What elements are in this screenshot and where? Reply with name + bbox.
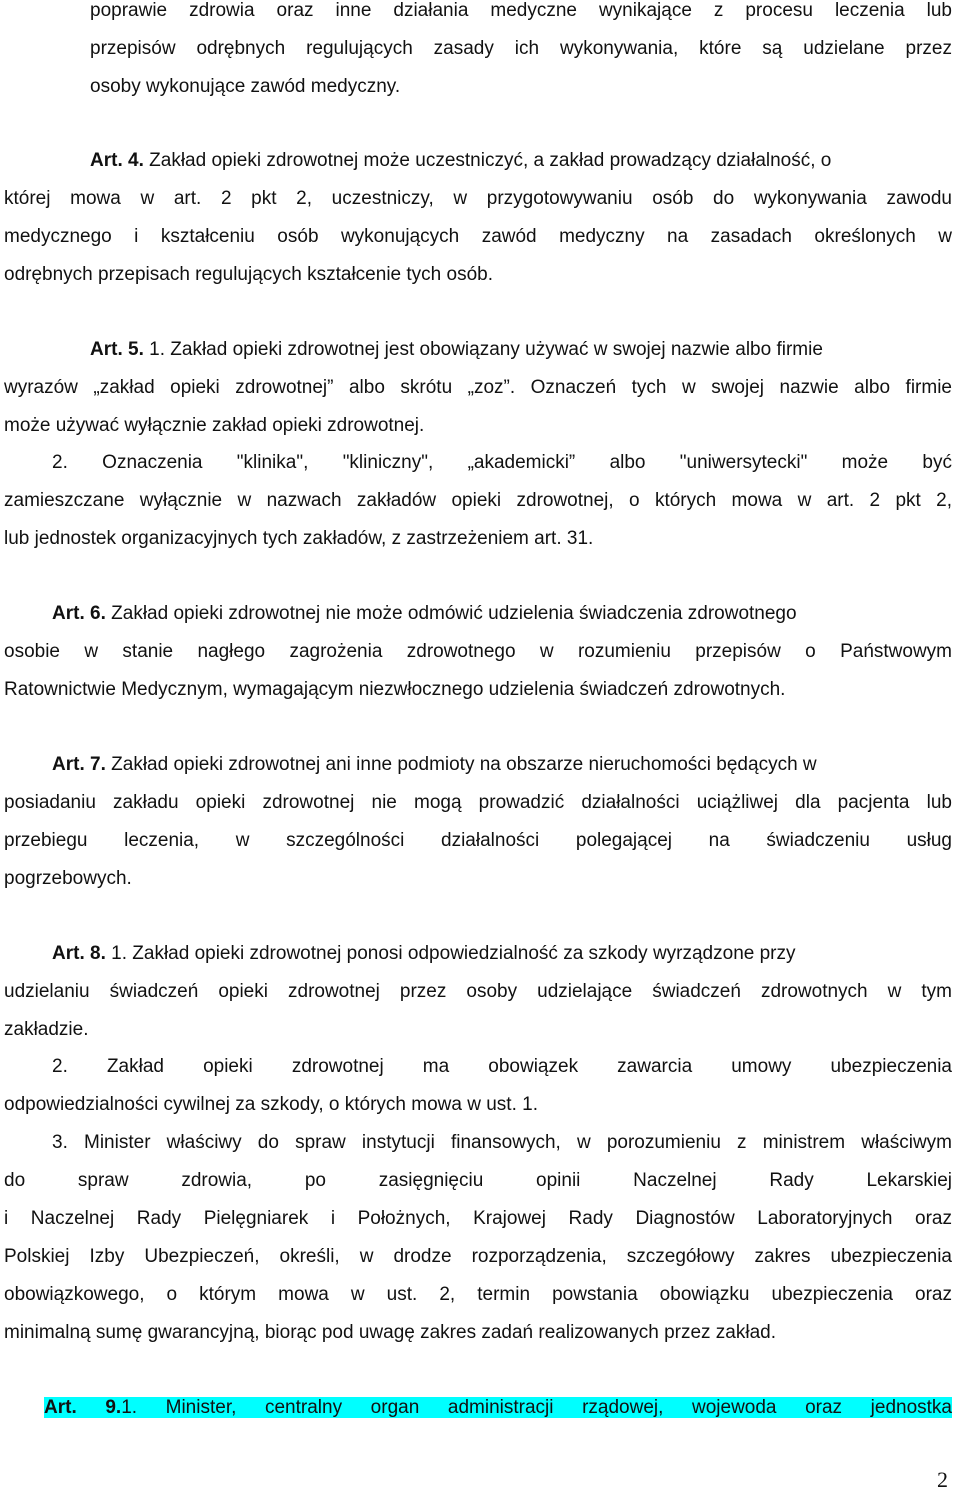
article-9-first-line (44, 1397, 952, 1419)
text-line: odpowiedzialności cywilnej za szkody, o których mowa w ust. 1. (4, 1094, 538, 1115)
article-7-first-line (52, 754, 952, 776)
text-line: medycznego i kształceniu osób wykonujących zawód medyczny na zasadach określonych w (4, 226, 952, 247)
text-fragment: 1. Zakład opieki zdrowotnej jest obowiązany używać w swojej nazwie albo firmie (149, 339, 823, 360)
article-label: Art. 7. (52, 754, 106, 775)
text-line: osoby wykonujące zawód medyczny. (90, 76, 401, 97)
text-line: posiadaniu zakładu opieki zdrowotnej nie mogą prowadzić działalności uciążliwej dla pacjenta lub (4, 792, 952, 813)
text-line: lub jednostek organizacyjnych tych zakładów, z zastrzeżeniem art. 31. (4, 528, 594, 549)
text-fragment: Zakład opieki zdrowotnej może uczestniczyć, a zakład prowadzący działalność, o (149, 150, 832, 171)
article-label: Art. 8. (52, 943, 106, 964)
text-line: i Naczelnej Rady Pielęgniarek i Położnych, Krajowej Rady Diagnostów Laboratoryjnych oraz (4, 1208, 952, 1229)
text-line: pogrzebowych. (4, 868, 132, 889)
text-line: osobie w stanie nagłego zagrożenia zdrowotnego w rozumieniu przepisów o Państwowym (4, 641, 952, 662)
article-6-first-line (52, 603, 952, 625)
text-line: przepisów odrębnych regulujących zasady ich wykonywania, które są udzielane przez (90, 38, 952, 59)
text-line: Ratownictwie Medycznym, wymagającym niezwłocznego udzielenia świadczeń zdrowotnych. (4, 679, 786, 700)
text-line: minimalną sumę gwarancyjną, biorąc pod uwagę zakres zadań realizowanych przez zakład. (4, 1322, 777, 1343)
text-line: może używać wyłącznie zakład opieki zdrowotnej. (4, 415, 425, 436)
text-line: 2. Zakład opieki zdrowotnej ma obowiązek zawarcia umowy ubezpieczenia (52, 1056, 952, 1077)
article-label: Art. 4. (90, 150, 144, 171)
article-label: Art. 5. (90, 339, 144, 360)
text-line: Polskiej Izby Ubezpieczeń, określi, w drodze rozporządzenia, szczegółowy zakres ubezpieczenia (4, 1246, 952, 1267)
text-fragment: 1. Minister, centralny organ administracji rządowej, wojewoda oraz jednostka (121, 1397, 952, 1418)
text-fragment: Zakład opieki zdrowotnej ani inne podmioty na obszarze nieruchomości będących w (111, 754, 817, 775)
text-fragment: Zakład opieki zdrowotnej nie może odmówić udzielenia świadczenia zdrowotnego (111, 603, 797, 624)
text-line: której mowa w art. 2 pkt 2, uczestniczy, w przygotowywaniu osób do wykonywania zawodu (4, 188, 952, 209)
text-line: zakładzie. (4, 1019, 89, 1040)
text-line: 2. Oznaczenia "klinika", "kliniczny", „akademicki” albo "uniwersytecki" może być (52, 452, 952, 473)
text-line: udzielaniu świadczeń opieki zdrowotnej przez osoby udzielające świadczeń zdrowotnych w tym (4, 981, 952, 1002)
text-line: do spraw zdrowia, po zasięgnięciu opinii Naczelnej Rady Lekarskiej (4, 1170, 952, 1191)
text-line: zamieszczane wyłącznie w nazwach zakładów opieki zdrowotnej, o których mowa w art. 2 pkt 2, (4, 490, 952, 511)
article-label: Art. 9. (44, 1397, 122, 1418)
article-8-first-line (52, 943, 952, 965)
page-number: 2 (937, 1467, 948, 1492)
highlighted-text (44, 1397, 952, 1418)
text-line: odrębnych przepisach regulujących kształcenie tych osób. (4, 264, 493, 285)
text-line: przebiegu leczenia, w szczególności działalności polegającej na świadczeniu usług (4, 830, 952, 851)
text-line: poprawie zdrowia oraz inne działania medyczne wynikające z procesu leczenia lub (90, 0, 952, 21)
text-line: obowiązkowego, o którym mowa w ust. 2, termin powstania obowiązku ubezpieczenia oraz (4, 1284, 952, 1305)
article-4-first-line (90, 150, 952, 172)
article-5-first-line (90, 339, 952, 361)
article-label: Art. 6. (52, 603, 106, 624)
text-line: wyrazów „zakład opieki zdrowotnej” albo skrótu „zoz”. Oznaczeń tych w swojej nazwie albo firmie (4, 377, 952, 398)
text-line: 3. Minister właściwy do spraw instytucji finansowych, w porozumieniu z ministrem właściwym (52, 1132, 952, 1153)
text-fragment: 1. Zakład opieki zdrowotnej ponosi odpowiedzialność za szkody wyrządzone przy (111, 943, 796, 964)
